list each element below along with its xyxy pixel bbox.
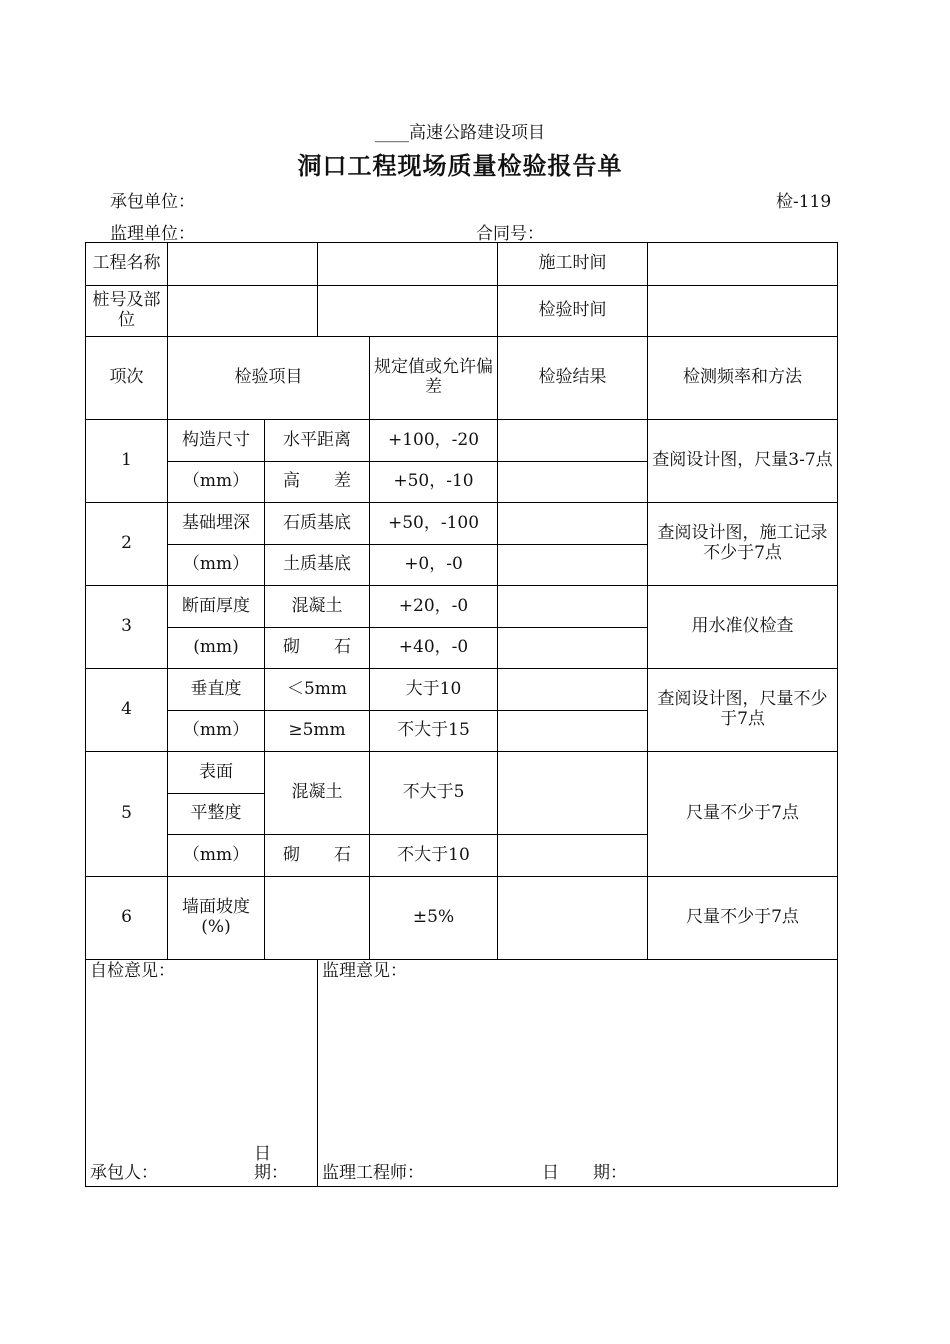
sub-value: +100，-20	[370, 420, 498, 462]
sub-value: +50，-10	[370, 462, 498, 503]
col-result: 检验结果	[498, 337, 648, 420]
row-no: 3	[86, 586, 168, 669]
table-row	[86, 503, 838, 545]
method-cell: 尺量不少于7点	[648, 752, 838, 877]
sub-label: 土质基底	[265, 545, 370, 586]
row-name: 垂直度	[168, 669, 265, 711]
construction-time-label: 施工时间	[498, 243, 648, 286]
table-row	[86, 586, 838, 628]
row-name: 构造尺寸	[168, 420, 265, 462]
inspection-table	[85, 242, 838, 1187]
supervision-box[interactable]	[318, 960, 838, 1187]
row-name-line2: 平整度	[168, 794, 265, 835]
row-name: 墙面坡度	[182, 897, 250, 918]
row-unit: （mm）	[168, 835, 265, 877]
result-cell[interactable]	[498, 835, 648, 877]
sub-value: +0，-0	[370, 545, 498, 586]
sub-value: 不大于15	[370, 711, 498, 752]
row-unit: (%)	[201, 917, 231, 937]
station-value-2[interactable]	[318, 286, 498, 337]
sub-value: +40，-0	[370, 628, 498, 669]
supervisor-label: 监理单位：	[110, 224, 195, 244]
sub-value: +50，-100	[370, 503, 498, 545]
method-cell: 查阅设计图，施工记录不少于7点	[648, 503, 838, 586]
sub-label: 砌 石	[265, 835, 370, 877]
row-name: 断面厚度	[168, 586, 265, 628]
row-name-line1: 表面	[168, 752, 265, 794]
self-check-box[interactable]	[86, 960, 318, 1187]
row-unit: （mm）	[168, 711, 265, 752]
column-header-row	[86, 337, 838, 420]
form-title: 洞口工程现场质量检验报告单	[297, 151, 623, 180]
method-cell: 查阅设计图，尺量3-7点	[648, 420, 838, 503]
supervision-label: 监理意见：	[322, 961, 407, 981]
sub-label: 混凝土	[265, 586, 370, 628]
sub-label: 高 差	[265, 462, 370, 503]
sub-value: 大于10	[370, 669, 498, 711]
row-no: 4	[86, 669, 168, 752]
sub-label: ＜5mm	[265, 669, 370, 711]
row-unit: （mm）	[168, 462, 265, 503]
row-name-cell	[168, 877, 265, 960]
contractor-person-label: 承包人：	[90, 1163, 158, 1184]
col-spec: 规定值或允许偏差	[370, 337, 498, 420]
col-item: 检验项目	[168, 337, 370, 420]
opinion-row	[86, 960, 838, 1187]
result-cell[interactable]	[498, 586, 648, 628]
method-cell: 用水准仪检查	[648, 586, 838, 669]
project-subtitle: ____高速公路建设项目	[375, 123, 545, 143]
sub-label: 砌 石	[265, 628, 370, 669]
construction-time-value[interactable]	[648, 243, 838, 286]
table-row	[86, 877, 838, 960]
inspection-time-value[interactable]	[648, 286, 838, 337]
form-number: 检-119	[776, 192, 832, 212]
sub-value: +20，-0	[370, 586, 498, 628]
date-label: 日 期：	[254, 1143, 305, 1184]
method-cell: 尺量不少于7点	[648, 877, 838, 960]
row-no: 5	[86, 752, 168, 877]
row-name: 基础埋深	[168, 503, 265, 545]
info-row-2	[86, 286, 838, 337]
date-label-2: 日 期：	[542, 1163, 627, 1184]
sub-value: 不大于10	[370, 835, 498, 877]
sub-label: 水平距离	[265, 420, 370, 462]
row-no: 1	[86, 420, 168, 503]
row-no: 2	[86, 503, 168, 586]
sub-label: 混凝土	[265, 752, 370, 835]
result-cell[interactable]	[498, 669, 648, 711]
project-name-label: 工程名称	[86, 243, 168, 286]
sub-label: ≥5mm	[265, 711, 370, 752]
result-cell[interactable]	[498, 877, 648, 960]
method-cell: 查阅设计图，尺量不少于7点	[648, 669, 838, 752]
row-unit: （mm）	[168, 545, 265, 586]
result-cell[interactable]	[498, 503, 648, 545]
table-row	[86, 752, 838, 794]
engineer-label: 监理工程师：	[322, 1163, 424, 1184]
result-cell[interactable]	[498, 545, 648, 586]
station-value[interactable]	[168, 286, 318, 337]
result-cell[interactable]	[498, 752, 648, 835]
row-unit: (mm)	[168, 628, 265, 669]
project-name-value-2[interactable]	[318, 243, 498, 286]
result-cell[interactable]	[498, 628, 648, 669]
result-cell[interactable]	[498, 462, 648, 503]
contract-label: 合同号：	[476, 224, 544, 244]
info-row-1	[86, 243, 838, 286]
self-check-label: 自检意见：	[90, 961, 175, 981]
result-cell[interactable]	[498, 420, 648, 462]
table-row	[86, 669, 838, 711]
sub-label: 石质基底	[265, 503, 370, 545]
row-no: 6	[86, 877, 168, 960]
result-cell[interactable]	[498, 711, 648, 752]
sub-value: ±5%	[370, 877, 498, 960]
col-method: 检测频率和方法	[648, 337, 838, 420]
sub-value: 不大于5	[370, 752, 498, 835]
project-name-value[interactable]	[168, 243, 318, 286]
contractor-label: 承包单位：	[110, 192, 195, 212]
col-item-no: 项次	[86, 337, 168, 420]
sub-label	[265, 877, 370, 960]
inspection-time-label: 检验时间	[498, 286, 648, 337]
table-row	[86, 420, 838, 462]
station-label: 桩号及部位	[86, 286, 168, 337]
